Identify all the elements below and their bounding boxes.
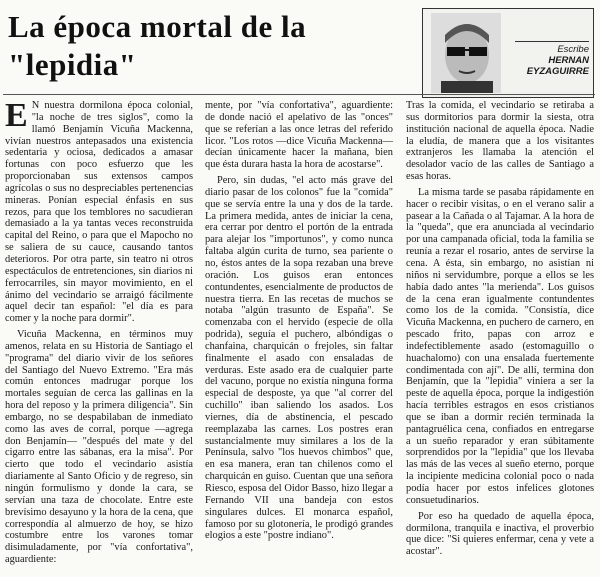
divider: [3, 94, 595, 95]
author-portrait: [431, 13, 501, 93]
text-column-1: [5, 100, 193, 572]
drop-cap: E: [5, 100, 28, 134]
paragraph: Vicuña Mackenna, en términos muy amenos, relata en su Historia de Santiago el "programa" del diario vivir de los señores del Santiago del Nuevo Extremo. "Era más común entonces madrugar porque los mortales seguían de cerca las gallinas en la hora del reposo y la primera diligencia". Sin embargo, no se despabilaban de inmediato como las aves de corral, porque —agrega don Benjamín— "después del mate y del cigarro entre las sábanas, era la misa". Por cierto que todo el vecindario asistía diariamente al Santo Oficio y de regreso, sin ningún formulismo y donde la cara, se servían una taza de chocolate. Entre este brevísimo desayuno y la hora de la cena, que correspondía al almuerzo de hoy, se hizo costumbre entre los varones tomar disimuladamente, por "vía confortativa", aguardiente:: [5, 329, 193, 566]
paragraph: La misma tarde se pasaba rápidamente en hacer o recibir visitas, o en el verano salir a pasear a la Cañada o al Tajamar. A la hora de la "queda", que era anunciada al vecindario por una campanada oficial, toda la familia se reunía a rezar el rosario, antes de servirse la cena. A ésta, sin embargo, no asistían ni niños ni servidumbre, porque a ellos se les había dado antes "la merienda". Los guisos de la cena eran igualmente contundentes como los de la comida. "Consistía, dice Vicuña Mackenna, en puchero de carnero, en pescado frito, papas con arroz e indefectiblemente asado (estomaguillo o huachalomo) con una ensalada fuertemente condimentada con ají". De allí, termina don Benjamín, que la "lepidia" viniera a ser la peste de aquella época, porque la indigestión hacía terribles estragos en esos cristianos que se iban a dormir recién terminada la pantagruélica cena, confiados en entregarse a un sueño reparador y eran súbitamente sorprendidos por la "lepidia" que los llevaba las más de las veces al sueño eterno, porque la incipiente medicina colonial poco o nada podía hacer por estos infelices glotones consuetudinarios.: [406, 186, 594, 506]
paragraph: Tras la comida, el vecindario se retiraba a sus dormitorios para dormir la siesta, otra institución nacional de aquella época. Nadie la eludía, de manera que a los visitantes extranjeros les llamaba la atención el desolador vacío de las calles de Santiago a esas horas.: [406, 100, 594, 183]
author-byline: [515, 41, 589, 77]
paragraph: mente, por "vía confortativa", aguardiente: de donde nació el apelativo de las "onces" que se referían a las once letras del referido licor. "Los rotos —dice Vicuña Mackenna— decían únicamente hacer la mañana, bien que ésta durara hasta la hora de acostarse".: [205, 100, 393, 171]
paragraph: Pero, sin dudas, "el acto más grave del diario pasar de los colonos" fue la "comida" que se servía entre la una y dos de la tarde. La primera medida, antes de iniciar la cena, era cerrar por dentro el portón de la entrada para alejar los "importunos", y como nunca faltaba algún curita de turno, sea pariente o no, éstos antes de la sopa rezaban una breve oración. Los guisos eran entonces contundentes, esencialmente de productos de nuestra tierra. En las recetas de muchos se notaba "algún trasunto de España". Se comenzaba con el hervido (especie de olla podrida), seguía el puchero, albóndigas o chanfaina, charquicán o frejoles, sin faltar finalmente el asado con ensaladas de verduras. Este asado era de cualquier parte del vacuno, porque no existía ninguna forma especial de desposte, ya que "al correr del cuchillo" iban saliendo los asados. Los viernes, día de abstinencia, el pescado reemplazaba las carnes. Los postres eran sustancialmente muy similares a los de la Península, salvo "los huevos chimbos" que, en esa manera, eran tan chilenos como el charquicán en guiso. Cuentan que una señora Riesco, esposa del Oidor Basso, hizo llegar a Fernando VII una bandeja con estos singulares dulces. El monarca español, famoso por su glotonería, le prodigó grandes elogios a este "postre indiano".: [205, 175, 393, 542]
article-title: La época mortal de la "lepidia": [8, 9, 307, 82]
text-column-3: [406, 100, 594, 572]
author-name: HERNAN EYZAGUIRRE: [526, 55, 589, 77]
author-box: [422, 8, 594, 98]
paragraph: Por eso ha quedado de aquella época, dormilona, tranquila e inactiva, el proverbio que dice: "Si quieres enfermar, cena y vete a acostar".: [406, 510, 594, 558]
byline-label: Escribe: [515, 41, 589, 55]
paragraph-text: N nuestra dormilona época colonial, "la noche de tres siglos", como la llamó Benjamín Vicuña Mackenna, vivían nuestros antepasados una existencia sedentaria y ociosa, dedicados a amasar fortunas con poco esfuerzo que les proporcionaban sus extensos campos agrícolas o sus no despreciables pertenencias mineras. Ponían especial énfasis en sus rezos, para que los temblores no sacudieran demasiado a la ya tantas veces reconstruida capital del Reino, o para que el Mapocho no se saliera de su cauce, causando tantos deterioros. Por otra parte, sin teatro ni otros espectáculos de entretenciones, sin diarios ni ferrocarriles, sin mayor movimiento, en el ánimo del vecindario se arraigó fácilmente aquel decir tan español: "el día es para comer y la noche para dormir".: [5, 100, 193, 325]
text-column-2: [205, 100, 393, 572]
paragraph: [5, 100, 193, 325]
